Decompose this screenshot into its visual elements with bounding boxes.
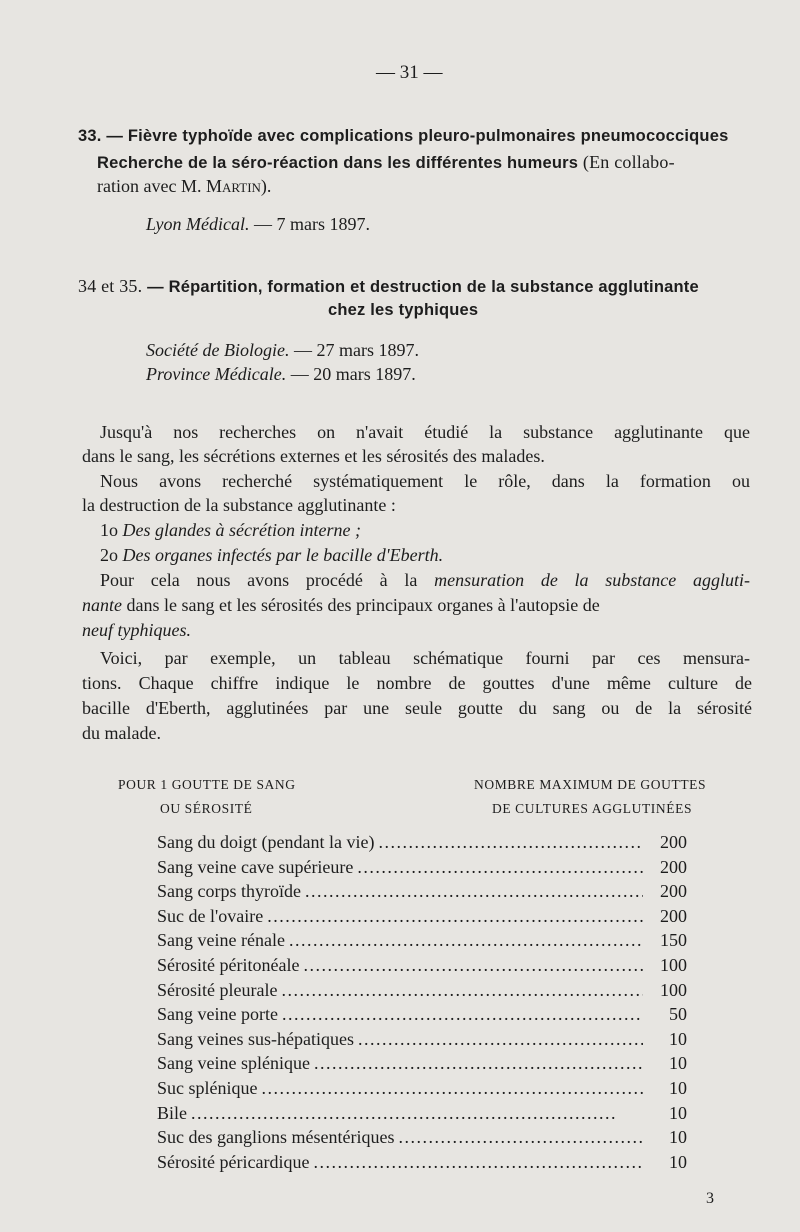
- collab-name: Martin: [205, 176, 261, 196]
- entry-33-title-line1: [78, 127, 728, 146]
- entry-34-title: — Répartition, formation et destruction de la substance agglutinante: [147, 278, 699, 296]
- row-value: 200: [660, 881, 687, 902]
- entry-34-title-line2: chez les typhiques: [328, 301, 479, 319]
- entry-33-title: — Fièvre typhoïde avec complications pleuro-pulmonaires pneumococciques: [106, 127, 729, 145]
- table-row: [157, 832, 687, 856]
- dot-leader: [314, 1053, 643, 1074]
- entry-33-collab: (En collabo-: [582, 152, 675, 172]
- row-label: Suc splénique: [157, 1078, 258, 1098]
- source-journal: Lyon Médical.: [146, 214, 250, 234]
- emphasis: neuf typhiques.: [82, 620, 191, 640]
- row-label: Sang du doigt (pendant la vie): [157, 832, 375, 852]
- table-row: [157, 1029, 687, 1053]
- dot-leader: [191, 1103, 643, 1124]
- paragraph-3-line-3: [82, 620, 752, 641]
- dot-leader: [289, 930, 643, 951]
- dot-leader: [357, 857, 643, 878]
- table-row: [157, 1127, 687, 1151]
- source-journal: Société de Biologie.: [146, 340, 290, 360]
- paragraph-4-line-2: tions. Chaque chiffre indique le nombre de gouttes d'une même culture de: [82, 673, 752, 693]
- dot-leader: [303, 955, 643, 976]
- entry-34-source-1: [146, 340, 419, 361]
- table-row: [157, 1103, 687, 1127]
- emphasis: mensuration de la substance aggluti-: [434, 570, 751, 590]
- entry-34-source-2: [146, 364, 416, 385]
- table-row: [157, 857, 687, 881]
- row-label: Sérosité pleurale: [157, 979, 278, 1000]
- paragraph-4-line-4: du malade.: [82, 723, 161, 743]
- row-label: Suc de l'ovaire: [157, 905, 264, 926]
- emphasis: nante: [82, 595, 122, 615]
- row-value: 200: [660, 856, 687, 877]
- list-item-number: 2o: [100, 545, 118, 565]
- table-header-left-1: POUR 1 GOUTTE DE SANG: [118, 777, 296, 792]
- row-value: 150: [660, 930, 687, 951]
- entry-33-collab-line: [97, 176, 271, 197]
- table-header-right-2: DE CULTURES AGGLUTINÉES: [492, 801, 693, 816]
- list-item-number: 1o: [100, 520, 118, 540]
- dot-leader: [358, 1029, 643, 1050]
- page-number: — 31 —: [376, 62, 443, 83]
- row-value: 200: [660, 832, 687, 852]
- entry-34-title-line1: [78, 276, 699, 297]
- row-label: Sang corps thyroïde: [157, 881, 301, 902]
- row-label: Sang veines sus-hépatiques: [157, 1028, 354, 1049]
- table-row: [157, 1004, 687, 1028]
- table-row: [157, 1152, 687, 1176]
- paragraph-1-line-1: Jusqu'à nos recherches on n'avait étudié la substance agglutinante que: [100, 422, 750, 442]
- entry-33-subtitle: Recherche de la séro-réaction dans les différentes humeurs: [97, 154, 579, 172]
- text: dans le sang et les sérosités des principaux organes à l'autopsie de: [126, 595, 600, 615]
- paragraph-1-line-2: dans le sang, les sécrétions externes et les sérosités des malades.: [82, 446, 545, 466]
- row-label: Sérosité péritonéale: [157, 955, 300, 975]
- entry-33-number: 33.: [78, 127, 102, 145]
- text: Pour cela nous avons procédé à la: [100, 570, 418, 590]
- row-label: Sérosité péricardique: [157, 1151, 310, 1172]
- paragraph-2-line-1: Nous avons recherché systématiquement le rôle, dans la formation ou: [100, 471, 750, 491]
- paragraph-4-line-1: Voici, par exemple, un tableau schématique fourni par ces mensura-: [100, 648, 750, 668]
- table-row: [157, 930, 687, 954]
- list-item-text: Des glandes à sécrétion interne ;: [122, 520, 361, 540]
- row-value: 10: [669, 1151, 687, 1172]
- source-date: — 20 mars 1897.: [290, 364, 416, 384]
- row-value: 100: [660, 979, 687, 1000]
- row-value: 10: [669, 1028, 687, 1049]
- row-label: Sang veine splénique: [157, 1053, 310, 1074]
- paragraph-2-line-2: la destruction de la substance agglutinante :: [82, 495, 396, 515]
- table-row: [157, 980, 687, 1004]
- table-header-right-1: NOMBRE MAXIMUM DE GOUTTES: [474, 777, 707, 792]
- list-item-1: [100, 520, 770, 541]
- collab-text: ration avec M.: [97, 176, 202, 196]
- source-date: — 7 mars 1897.: [253, 214, 370, 234]
- row-value: 10: [669, 1127, 687, 1148]
- paragraph-4-line-3: bacille d'Eberth, agglutinées par une seule goutte du sang ou de la sérosité: [82, 698, 752, 718]
- table-row: [157, 881, 687, 905]
- table-row: [157, 906, 687, 930]
- row-value: 200: [660, 905, 687, 926]
- paragraph-3-line-2: [82, 595, 750, 616]
- entry-33-source: [146, 214, 370, 235]
- row-label: Sang veine rénale: [157, 930, 285, 951]
- row-label: Sang veine porte: [157, 1004, 278, 1025]
- table-row: [157, 955, 687, 979]
- row-label: Sang veine cave supérieure: [157, 856, 354, 877]
- dot-leader: [262, 1078, 644, 1099]
- dot-leader: [378, 832, 643, 853]
- list-item-2: [100, 545, 770, 566]
- source-journal: Province Médicale.: [146, 364, 287, 384]
- entry-34-number: 34 et 35.: [78, 276, 143, 296]
- table-row: [157, 1053, 687, 1077]
- row-label: Bile: [157, 1102, 187, 1123]
- collab-end: ).: [260, 176, 272, 196]
- row-value: 50: [669, 1004, 687, 1025]
- paragraph-3-line-1: [100, 570, 750, 591]
- list-item-text: Des organes infectés par le bacille d'Eberth.: [122, 545, 444, 565]
- dot-leader: [267, 906, 643, 927]
- dot-leader: [282, 1004, 643, 1025]
- row-value: 10: [669, 1053, 687, 1074]
- dot-leader: [305, 881, 643, 902]
- row-value: 100: [660, 955, 687, 975]
- source-date: — 27 mars 1897.: [293, 340, 419, 360]
- dot-leader: [398, 1127, 643, 1148]
- row-label: Suc des ganglions mésentériques: [157, 1127, 395, 1148]
- dot-leader: [313, 1152, 643, 1173]
- row-value: 10: [669, 1078, 687, 1098]
- table-header-left-2: OU SÉROSITÉ: [160, 801, 253, 816]
- dot-leader: [281, 980, 643, 1001]
- sheet-number: 3: [706, 1190, 714, 1207]
- row-value: 10: [669, 1102, 687, 1123]
- table-row: [157, 1078, 687, 1102]
- entry-33-title-line2: [97, 152, 675, 173]
